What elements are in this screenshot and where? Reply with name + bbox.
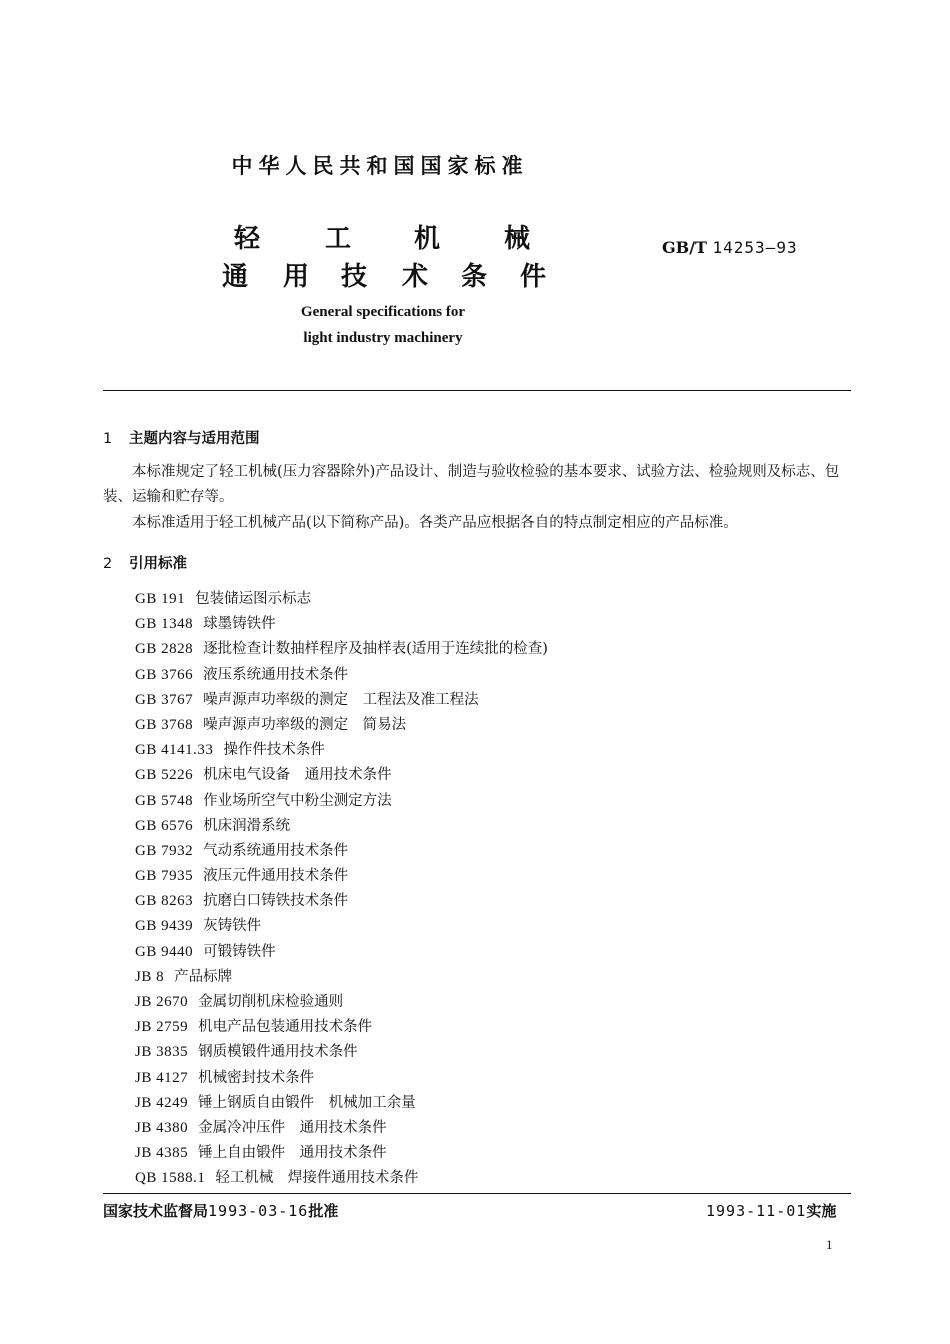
reference-code: JB 2670 xyxy=(135,994,189,1010)
list-item xyxy=(135,839,548,864)
reference-name: 包装储运图示标志 xyxy=(195,591,312,607)
page-number: 1 xyxy=(826,1237,833,1252)
reference-name: 锤上钢质自由锻件 机械加工余量 xyxy=(198,1094,416,1111)
reference-code: GB 6576 xyxy=(135,817,194,834)
reference-name: 可锻铸铁件 xyxy=(203,943,276,960)
effective-line xyxy=(706,1200,836,1221)
reference-code: GB 7932 xyxy=(135,842,194,859)
list-item xyxy=(135,663,548,688)
title-line-2 xyxy=(0,256,760,290)
reference-code: GB 7935 xyxy=(135,868,194,885)
reference-code: JB 4385 xyxy=(135,1145,189,1162)
list-item xyxy=(135,713,548,738)
reference-code: GB 9439 xyxy=(135,918,194,935)
section-number: 2 xyxy=(103,556,113,572)
reference-name: 轻工机械 焊接件通用技术条件 xyxy=(215,1170,419,1187)
title-char: 技 xyxy=(341,262,368,292)
effective-suffix: 实施 xyxy=(806,1202,837,1220)
list-item xyxy=(135,688,548,713)
reference-code: JB 2759 xyxy=(135,1019,189,1036)
reference-code: GB 191 xyxy=(135,591,186,607)
reference-name: 机械密封技术条件 xyxy=(198,1069,315,1086)
list-item xyxy=(135,864,548,889)
approval-date: 1993-03-16 xyxy=(208,1202,309,1220)
reference-code: GB 5226 xyxy=(135,767,194,784)
reference-name: 金属冷冲压件 通用技术条件 xyxy=(198,1119,387,1136)
list-item xyxy=(135,1116,548,1141)
section-title: 引用标准 xyxy=(129,556,187,572)
reference-name: 作业场所空气中粉尘测定方法 xyxy=(203,792,392,809)
list-item xyxy=(135,587,548,612)
list-item xyxy=(135,1015,548,1040)
standard-number: 14253—93 xyxy=(712,238,798,257)
list-item xyxy=(135,763,548,788)
reference-code: GB 5748 xyxy=(135,792,194,809)
title-char: 条 xyxy=(461,262,488,292)
reference-name: 逐批检查计数抽样程序及抽样表(适用于连续批的检查) xyxy=(203,641,548,658)
reference-name: 气动系统通用技术条件 xyxy=(203,842,349,859)
reference-list xyxy=(135,587,548,1192)
reference-code: QB 1588.1 xyxy=(135,1170,206,1187)
footer-divider xyxy=(103,1193,851,1194)
reference-name: 噪声源声功率级的测定 工程法及准工程法 xyxy=(203,691,479,708)
list-item xyxy=(135,612,548,637)
reference-code: GB 2828 xyxy=(135,641,194,658)
reference-name: 锤上自由锻件 通用技术条件 xyxy=(198,1145,387,1162)
list-item xyxy=(135,637,548,662)
reference-code: GB 9440 xyxy=(135,943,194,960)
reference-code: GB 8263 xyxy=(135,893,194,910)
reference-name: 球墨铸铁件 xyxy=(203,616,276,633)
reference-name: 灰铸铁件 xyxy=(203,918,262,935)
title-char: 通 xyxy=(222,262,249,292)
list-item xyxy=(135,1166,548,1191)
list-item xyxy=(135,814,548,839)
section-2-heading xyxy=(103,552,187,573)
list-item xyxy=(135,965,548,990)
reference-name: 产品标牌 xyxy=(174,968,233,985)
reference-code: GB 1348 xyxy=(135,616,194,633)
list-item xyxy=(135,738,548,763)
title-char: 术 xyxy=(402,262,429,292)
title-char: 轻 xyxy=(234,224,261,254)
list-item xyxy=(135,990,548,1015)
reference-code: GB 4141.33 xyxy=(135,742,214,759)
title-char: 机 xyxy=(414,224,441,254)
list-item xyxy=(135,1091,548,1116)
reference-name: 操作件技术条件 xyxy=(223,742,325,759)
section-title: 主题内容与适用范围 xyxy=(129,431,260,447)
list-item xyxy=(135,889,548,914)
reference-code: GB 3766 xyxy=(135,666,194,683)
reference-name: 液压元件通用技术条件 xyxy=(203,868,349,885)
list-item xyxy=(135,789,548,814)
approval-org: 国家技术监督局 xyxy=(103,1202,209,1220)
list-item xyxy=(135,1040,548,1065)
list-item xyxy=(135,1066,548,1091)
section-1-heading xyxy=(103,427,260,448)
list-item xyxy=(135,914,548,939)
reference-code: GB 3768 xyxy=(135,716,194,733)
reference-name: 机床电气设备 通用技术条件 xyxy=(203,767,392,784)
reference-code: JB 3835 xyxy=(135,1044,189,1061)
reference-name: 钢质模锻件通用技术条件 xyxy=(198,1044,358,1061)
english-title-line-1: General specifications for xyxy=(300,304,466,320)
reference-code: JB 4380 xyxy=(135,1119,189,1136)
approval-suffix: 批准 xyxy=(308,1202,339,1220)
title-line-1 xyxy=(0,218,760,252)
approval-line xyxy=(103,1200,338,1221)
title-char: 工 xyxy=(325,224,352,254)
reference-code: GB 3767 xyxy=(135,691,194,708)
reference-name: 噪声源声功率级的测定 简易法 xyxy=(203,716,407,733)
reference-code: JB 8 xyxy=(135,968,165,985)
title-char: 用 xyxy=(283,262,310,292)
section-number: 1 xyxy=(103,431,113,447)
effective-date: 1993-11-01 xyxy=(706,1202,807,1220)
reference-name: 抗磨白口铸铁技术条件 xyxy=(203,893,349,910)
english-title-line-2: light industry machinery xyxy=(303,330,463,346)
reference-name: 金属切削机床检验通则 xyxy=(198,994,344,1010)
reference-name: 液压系统通用技术条件 xyxy=(203,666,349,683)
list-item xyxy=(135,940,548,965)
title-char: 械 xyxy=(504,224,531,254)
section-1-paragraph-2: 本标准适用于轻工机械产品(以下简称产品)。各类产品应根据各自的特点制定相应的产品标准。 xyxy=(132,515,738,531)
reference-code: JB 4127 xyxy=(135,1069,189,1086)
title-char: 件 xyxy=(520,262,547,292)
section-1-paragraph-1: 本标准规定了轻工机械(压力容器除外)产品设计、制造与验收检验的基本要求、试验方法、检验规则及标志、包装、运输和贮存等。 xyxy=(103,464,840,505)
reference-name: 机电产品包装通用技术条件 xyxy=(198,1019,373,1036)
reference-code: JB 4249 xyxy=(135,1094,189,1111)
standard-prefix: GB/T xyxy=(662,238,707,257)
list-item xyxy=(135,1141,548,1166)
national-standard-heading: 中华人民共和国国家标准 xyxy=(231,154,529,178)
reference-name: 机床润滑系统 xyxy=(203,817,291,834)
standard-code xyxy=(662,238,798,257)
header-divider xyxy=(103,390,851,391)
